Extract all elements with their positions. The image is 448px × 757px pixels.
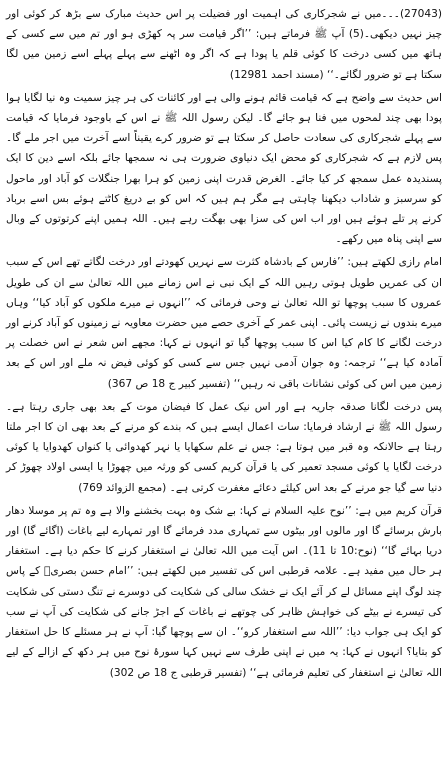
paragraph-quran-istighfar: قرآن کریم میں ہے: ’’نوح علیہ السلام نے کہا: بے شک وہ بہت بخشنے والا ہے وہ تم پر موسلا دھار بارش برسائے گا اور مالوں اور بیٹوں سے تمہاری مدد فرمائے گا اور تمہارے لیے باغات (اگائے گا) اور دریا بہائے گا‘‘ (نوح:10 تا 11)۔ اس آیت میں اللہ تعالیٰ نے استغفار کرنے کا حکم دیا ہے۔ استغفار ہر حال میں مفید ہے۔ علامہ قرطبی اس کی تفسیر میں لکھتے ہیں: ’’امام حسن بصریؒ کے پاس چند لوگ اپنے مسائل لے کر آئے ایک نے خشک سالی کی شکایت کی دوسرے نے تنگ دستی کی شکایت کی تیسرے نے بیٹے کی خواہش ظاہر کی چوتھے نے باغات کے اجڑ جانے کی شکایت کی آپ نے سب کو ایک ہی جواب دیا: ’’اللہ سے استغفار کرو‘‘۔ ان سے پوچھا گیا: آپ نے ہر مسئلے کا حل استغفار کو بتایا؟ انہوں نے کہا: یہ میں نے اپنی طرف سے نہیں کہا سورۂ نوح میں ہر دکھ کے ازالے کے لیے اللہ تعالیٰ نے استغفار کی تعلیم فرمائی ہے‘‘ (تفسیر قرطبی ج 18 ص 302)	[6, 504, 442, 679]
paragraph-hadith-explanation: اس حدیث سے واضح ہے کہ قیامت قائم ہونے والی ہے اور کائنات کی ہر چیز سمیت وہ نیا لگایا ہوا پودا بھی چند لمحوں میں فنا ہو جائے گا۔ لیکن رسول اللہ ﷺ نے اس کے باوجود فرمایا کہ قیامت سے پہلے شجرکاری کی سعادت حاصل کر سکتا ہے تو ضرور کرے یقیناً اسے آخرت میں اجر ملے گا۔ پس لازم ہے کہ شجرکاری کو محض ایک دنیاوی ضرورت ہی نہ سمجھا جائے بلکہ اسے دین کا ایک پسندیدہ عمل سمجھ کر کیا جائے۔ الغرض قدرت اپنی زمین کو ہرا بھرا جنگلات کو آباد اور ماحول کو سرسبز و شاداب دیکھنا چاہتی ہے مگر ہم ہیں کہ اس کو بے دریغ کاٹتے ہوئے بس اسے برباد کرنے پر تلے ہوئے ہیں اور اب اس کی سزا بھی بھگت رہے ہیں۔ اللہ ہمیں اپنے کرتوتوں کے وبال سے اپنی پناہ میں رکھے۔	[6, 91, 442, 246]
paragraph-hadith-intro: (27043)۔۔۔میں نے شجرکاری کی اہمیت اور فضیلت پر اس حدیث مبارک سے بڑھ کر کوئی اور چیز نہیں دیکھی۔(5) آپ ﷺ فرماتے ہیں: ’’اگر قیامت سر پہ کھڑی ہو اور تم میں سے کسی کے ہاتھ میں کسی درخت کا کوئی قلم یا پودا ہے کہ اگر وہ اٹھنے سے پہلے پہلے اسے زمین میں لگا سکتا ہے تو ضرور لگائے۔‘‘ (مسند احمد 12981)	[6, 8, 442, 81]
paragraph-sadqa-jariya: پس درخت لگانا صدقہ جاریہ ہے اور اس نیک عمل کا فیضان موت کے بعد بھی جاری رہتا ہے۔ رسول اللہ ﷺ نے ارشاد فرمایا: سات اعمال ایسے ہیں کہ بندے کو مرنے کے بعد بھی ان کا اجر ملتا رہتا ہے حالانکہ وہ قبر میں ہوتا ہے: جس نے علم سکھایا یا نہر کھدوائی یا کنواں کھدوایا یا کوئی درخت لگایا یا کوئی مسجد تعمیر کی یا قرآن کریم کسی کو ورثہ میں چھوڑا یا ایسی اولاد چھوڑ کر دنیا سے گیا جو مرنے کے بعد اس کیلئے دعائے مغفرت کرتی ہے۔ (مجمع الزوائد 769)	[6, 400, 442, 494]
paragraph-imam-razi: امام رازی لکھتے ہیں: ’’فارس کے بادشاہ کثرت سے نہریں کھودتے اور درخت لگاتے تھے اس کے سبب ان کی عمریں طویل ہوتی رہیں اللہ کے ایک نبی نے اس زمانے میں اللہ تعالیٰ سے ان کی طویل عمروں کا سبب پوچھا تو اللہ تعالیٰ نے وحی فرمائی کہ ’’انہوں نے میرے ملکوں کو آباد کیا‘‘ وہاں میرے بندوں نے زیست پائی۔ اپنی عمر کے آخری حصے میں حضرت معاویہ نے زمینوں کو آباد کرنے اور درخت لگانے کا کام کیا اس کا سبب پوچھا گیا تو انہوں نے کہا: مجھے اس شعر نے اس خصلت پر آمادہ کیا ہے‘‘ ترجمہ: وہ جوان آدمی نہیں جس سے کسی کو کوئی فیض نہ ملے اور اس کے بعد زمین میں اس کی کوئی نشانات باقی نہ رہیں‘‘ (تفسیر کبیر ج 18 ص 367)	[6, 256, 442, 390]
